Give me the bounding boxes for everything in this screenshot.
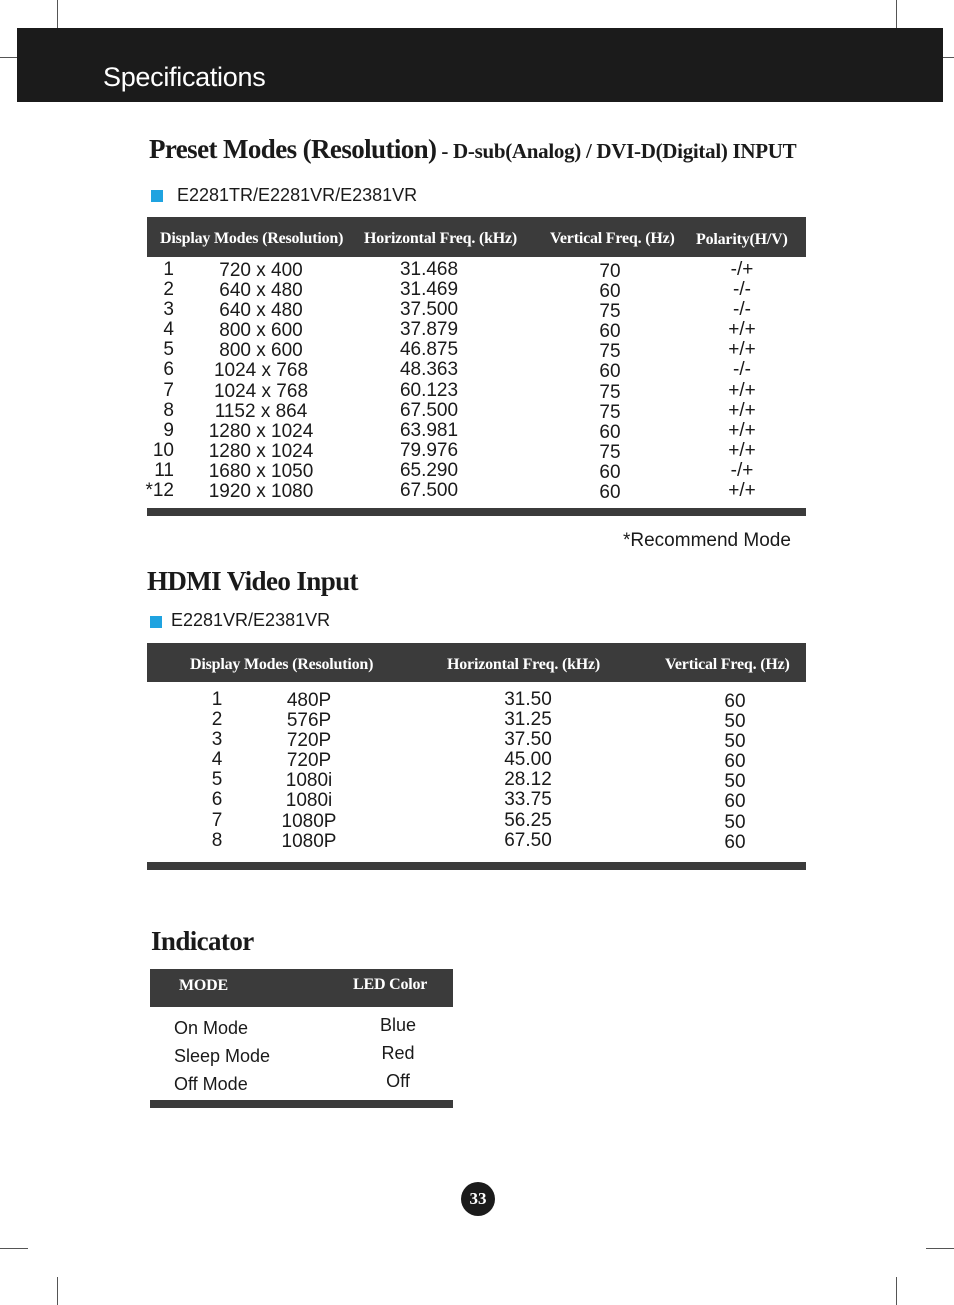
preset-row-vfreq: 60 (599, 361, 621, 383)
crop-mark (57, 1277, 58, 1305)
hdmi-row-no: 5 (211, 769, 223, 791)
hdmi-row-vfreq: 60 (724, 691, 746, 712)
preset-col-hfreq: Horizontal Freq. (kHz) (364, 230, 518, 247)
indicator-row-color: Red (381, 1043, 415, 1063)
preset-row-polarity: -/- (733, 279, 751, 301)
preset-row-res: 800 x 600 (219, 340, 303, 362)
crop-mark (57, 0, 58, 28)
preset-section-title (149, 134, 796, 165)
indicator-row-mode: On Mode (174, 1018, 249, 1038)
preset-row-polarity: -/+ (730, 259, 754, 280)
indicator-col-modes (174, 1014, 270, 1098)
preset-row-res: 1280 x 1024 (208, 420, 314, 442)
indicator-row-mode: Sleep Mode (174, 1046, 271, 1066)
hdmi-row-hfreq: 31.50 (504, 689, 552, 710)
hdmi-row-no: 8 (211, 829, 223, 851)
indicator-col-led: LED Color (353, 976, 428, 993)
hdmi-row-hfreq: 31.25 (504, 709, 552, 731)
preset-row-res: 800 x 600 (219, 320, 303, 342)
hdmi-row-vfreq: 50 (724, 711, 746, 733)
preset-row-hfreq: 31.468 (399, 259, 459, 280)
preset-row-hfreq: 67.500 (399, 480, 459, 502)
hdmi-row-res: 1080i (285, 770, 333, 792)
preset-row-polarity: +/+ (728, 319, 756, 341)
hdmi-row-vfreq: 50 (724, 731, 746, 753)
square-bullet-icon (151, 190, 163, 202)
preset-row-hfreq: 48.363 (399, 359, 459, 381)
preset-title: Preset Modes (Resolution) (149, 134, 437, 164)
hdmi-row-no: 1 (211, 689, 223, 710)
preset-model: E2281TR/E2281VR/E2381VR (177, 185, 418, 205)
hdmi-row-no: 3 (211, 729, 223, 751)
preset-col-hfreq-values (383, 260, 475, 501)
crop-mark (896, 0, 897, 28)
preset-row-no: 8 (163, 399, 174, 421)
hdmi-row-no: 2 (211, 709, 223, 731)
preset-row-polarity: -/+ (730, 459, 754, 481)
preset-row-polarity: +/+ (728, 439, 756, 461)
hdmi-row-hfreq: 33.75 (504, 789, 552, 811)
preset-row-hfreq: 60.123 (399, 379, 459, 401)
preset-row-vfreq: 75 (599, 341, 621, 363)
hdmi-row-vfreq: 50 (724, 771, 746, 793)
preset-row-res: 720 x 400 (219, 260, 303, 281)
preset-row-no: 5 (163, 339, 174, 361)
hdmi-col-display: Display Modes (Resolution) (190, 656, 374, 673)
preset-row-polarity: -/- (733, 359, 751, 381)
page-number: 33 (461, 1182, 495, 1216)
hdmi-model: E2281VR/E2381VR (171, 610, 331, 630)
preset-row-vfreq: 75 (599, 301, 621, 323)
preset-row-hfreq: 31.469 (399, 279, 459, 301)
preset-subtitle: - D-sub(Analog) / DVI-D(Digital) INPUT (436, 139, 797, 163)
preset-row-res: 640 x 480 (219, 300, 303, 322)
preset-row-no: 10 (152, 439, 174, 461)
preset-row-polarity: +/+ (728, 379, 756, 401)
preset-row-hfreq: 46.875 (399, 339, 459, 361)
hdmi-col-vfreq-values (710, 692, 760, 853)
hdmi-row-vfreq: 60 (724, 831, 746, 853)
square-bullet-icon (150, 616, 162, 628)
indicator-col-mode: MODE (179, 977, 228, 994)
recommend-mode-note: *Recommend Mode (623, 530, 791, 551)
preset-col-numbers (130, 260, 174, 501)
preset-row-polarity: +/+ (728, 399, 756, 421)
preset-row-vfreq: 60 (599, 281, 621, 303)
preset-row-hfreq: 67.500 (399, 399, 459, 421)
preset-row-res: 1680 x 1050 (208, 460, 314, 482)
preset-row-vfreq: 75 (599, 381, 621, 403)
hdmi-row-vfreq: 60 (724, 751, 746, 773)
preset-row-res: 1280 x 1024 (208, 440, 314, 462)
preset-row-polarity: +/+ (728, 339, 756, 361)
preset-row-no: 6 (163, 359, 174, 381)
hdmi-row-vfreq: 50 (724, 811, 746, 833)
preset-row-no: 7 (163, 379, 174, 401)
indicator-row-color: Blue (379, 1015, 417, 1035)
crop-mark (896, 1277, 897, 1305)
preset-col-polarity: Polarity(H/V) (696, 231, 788, 248)
hdmi-row-hfreq: 67.50 (504, 829, 552, 851)
preset-row-no: 3 (163, 299, 174, 321)
preset-row-no: 1 (163, 259, 174, 280)
hdmi-row-hfreq: 45.00 (504, 749, 552, 771)
preset-row-res: 1152 x 864 (214, 400, 308, 422)
hdmi-table-footer (147, 862, 806, 870)
hdmi-col-numbers (202, 690, 232, 851)
hdmi-col-resolutions (269, 691, 349, 852)
preset-row-res: 1920 x 1080 (208, 481, 314, 503)
indicator-table-footer (150, 1100, 453, 1108)
indicator-row-color: Off (386, 1071, 410, 1091)
crop-mark (926, 1248, 954, 1249)
page-title: Specifications (103, 62, 266, 92)
preset-row-res: 1024 x 768 (213, 360, 309, 382)
preset-row-no: 9 (163, 419, 174, 441)
preset-col-polarity-values (712, 260, 772, 501)
preset-row-no: 11 (154, 459, 174, 481)
hdmi-row-vfreq: 60 (724, 791, 746, 813)
indicator-col-colors (366, 1011, 430, 1095)
crop-mark (0, 1248, 28, 1249)
preset-col-vfreq-values (580, 262, 640, 503)
preset-row-vfreq: 70 (599, 261, 621, 282)
preset-row-no: 2 (163, 279, 174, 301)
preset-row-vfreq: 75 (599, 441, 621, 463)
preset-row-hfreq: 79.976 (399, 439, 459, 461)
hdmi-row-res: 720P (286, 750, 332, 772)
preset-row-vfreq: 75 (599, 401, 621, 423)
hdmi-row-res: 1080i (285, 790, 333, 812)
preset-row-vfreq: 60 (599, 321, 621, 343)
hdmi-row-res: 720P (286, 730, 332, 752)
preset-col-resolutions (196, 261, 326, 502)
hdmi-col-vfreq: Vertical Freq. (Hz) (665, 656, 790, 673)
preset-row-vfreq: 60 (599, 421, 621, 443)
hdmi-row-res: 480P (286, 690, 332, 711)
hdmi-row-hfreq: 56.25 (504, 809, 552, 831)
hdmi-row-res: 576P (286, 710, 332, 732)
preset-row-res: 1024 x 768 (213, 380, 309, 402)
preset-row-hfreq: 65.290 (399, 459, 459, 481)
preset-row-vfreq: 60 (599, 482, 621, 504)
hdmi-col-hfreq-values (492, 690, 564, 851)
preset-col-display: Display Modes (Resolution) (160, 230, 344, 247)
hdmi-row-hfreq: 28.12 (504, 769, 552, 791)
preset-row-polarity: +/+ (728, 480, 756, 502)
hdmi-row-no: 4 (211, 749, 223, 771)
hdmi-col-hfreq: Horizontal Freq. (kHz) (447, 656, 601, 673)
preset-row-no: 4 (163, 319, 174, 341)
preset-row-hfreq: 37.879 (399, 319, 459, 341)
preset-row-hfreq: 37.500 (399, 299, 459, 321)
hdmi-row-res: 1080P (281, 810, 337, 832)
preset-row-no: *12 (145, 480, 174, 502)
hdmi-section-title: HDMI Video Input (147, 566, 358, 596)
preset-row-hfreq: 63.981 (399, 419, 459, 441)
hdmi-row-no: 7 (211, 809, 223, 831)
preset-row-vfreq: 60 (599, 461, 621, 483)
indicator-section-title: Indicator (151, 926, 254, 956)
preset-col-vfreq: Vertical Freq. (Hz) (550, 230, 675, 247)
preset-row-polarity: +/+ (728, 419, 756, 441)
preset-row-polarity: -/- (733, 299, 751, 321)
preset-table-footer (147, 508, 806, 516)
hdmi-row-no: 6 (211, 789, 223, 811)
indicator-row-mode: Off Mode (174, 1074, 248, 1094)
preset-row-res: 640 x 480 (219, 280, 303, 302)
hdmi-row-res: 1080P (281, 830, 337, 852)
hdmi-row-hfreq: 37.50 (504, 729, 552, 751)
